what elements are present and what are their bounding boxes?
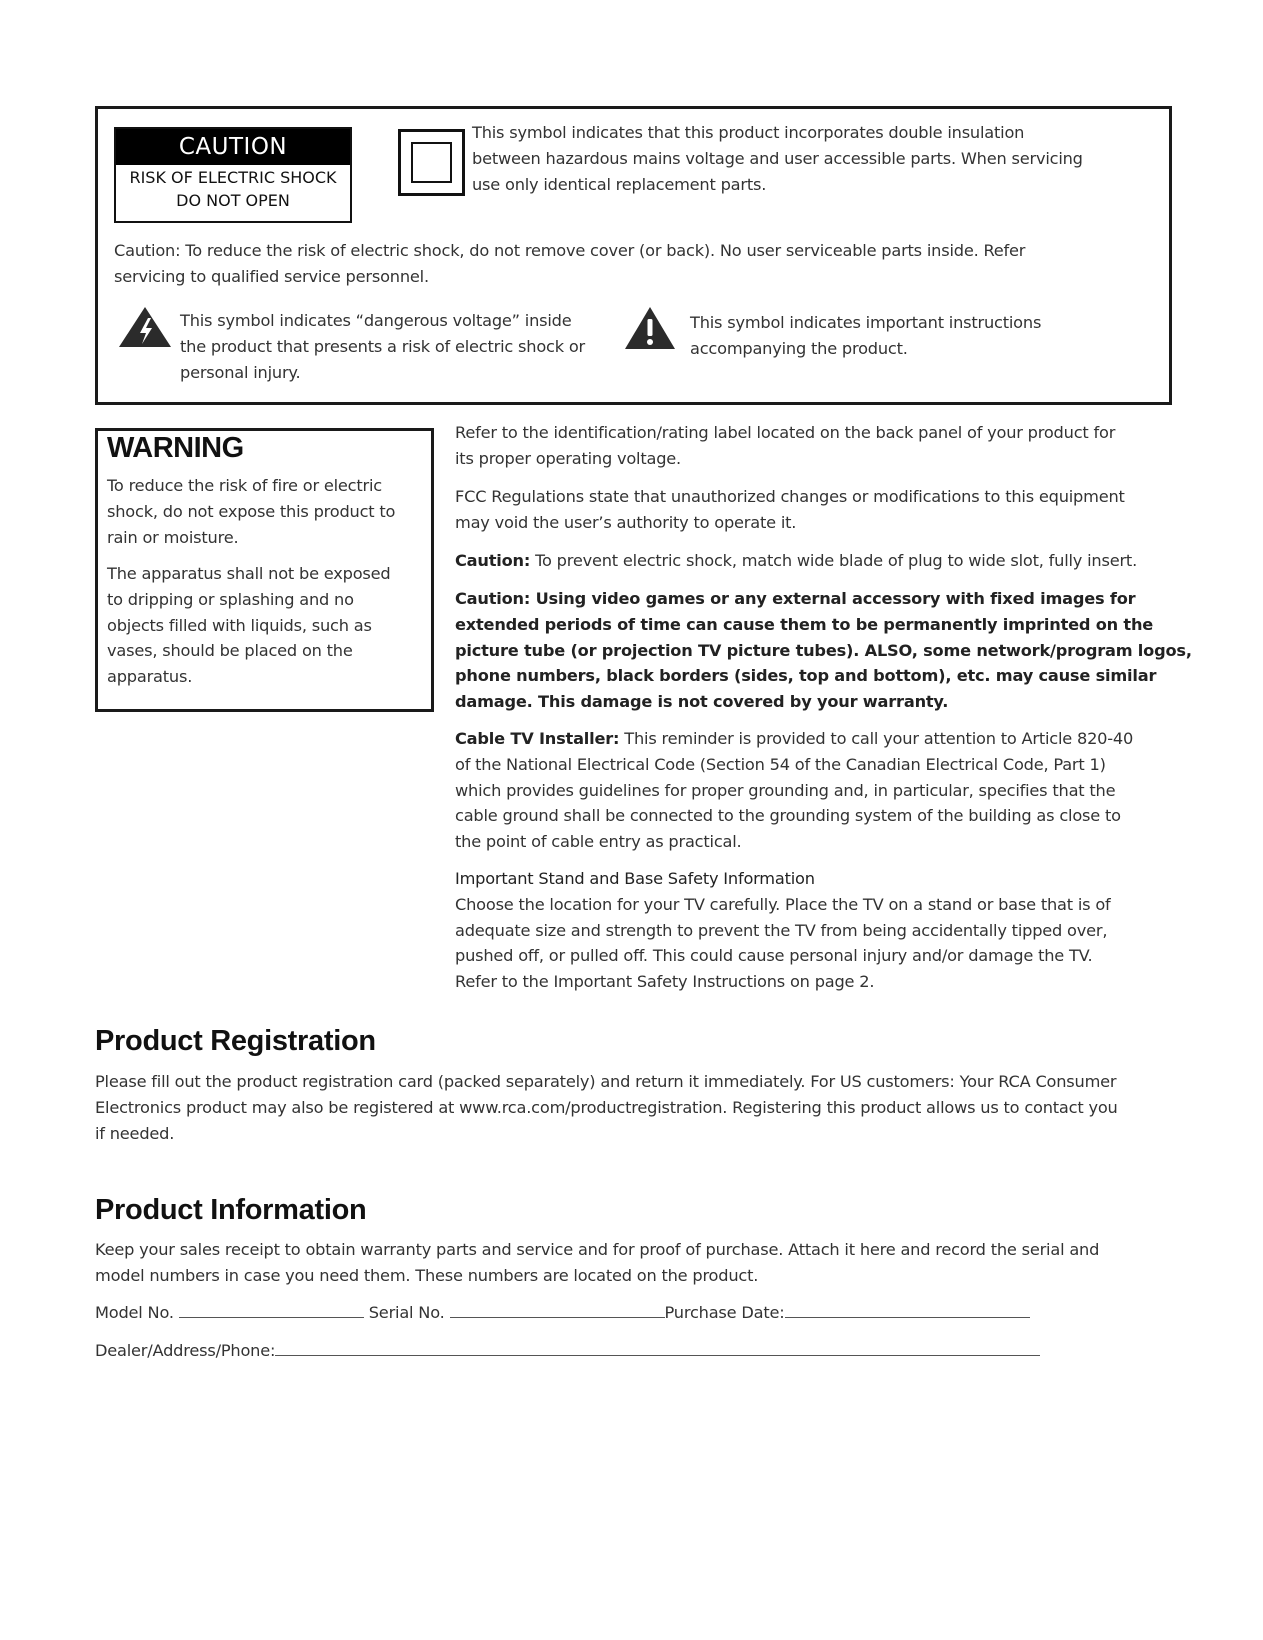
text-line: servicing to qualified service personnel. <box>114 266 429 286</box>
serial-number-field[interactable] <box>450 1301 665 1318</box>
stand-safety-heading: Important Stand and Base Safety Information <box>455 869 815 888</box>
text-line: picture tube (or projection TV picture tubes). ALSO, some network/program logos, <box>455 640 1192 660</box>
product-info-form-row-2 <box>95 1338 1040 1364</box>
text-line: which provides guidelines for proper grounding and, in particular, specifies that the <box>455 780 1116 800</box>
text-line: shock, do not expose this product to <box>107 501 396 521</box>
text-line: pushed off, or pulled off. This could cause personal injury and/or damage the TV. <box>455 946 1093 966</box>
text-line: adequate size and strength to prevent the TV from being accidentally tipped over, <box>455 920 1108 940</box>
cable-installer-lead: Cable TV Installer: <box>455 729 620 748</box>
warning-paragraph-1 <box>107 473 395 550</box>
product-registration-text <box>95 1069 1118 1146</box>
text-line: FCC Regulations state that unauthorized changes or modifications to this equipment <box>455 487 1125 506</box>
model-number-label: Model No. <box>95 1303 174 1322</box>
text-line: may void the user’s authority to operate it. <box>455 512 797 532</box>
double-insulation-text <box>472 120 1083 197</box>
text-line: Caution: To reduce the risk of electric shock, do not remove cover (or back). No user serviceable parts inside. Refer <box>114 241 1026 260</box>
text-line: The apparatus shall not be exposed <box>107 564 391 583</box>
text-line: between hazardous mains voltage and user accessible parts. When servicing <box>472 148 1083 168</box>
text-line: of the National Electrical Code (Section 54 of the Canadian Electrical Code, Part 1) <box>455 754 1106 774</box>
caution-label-line1: RISK OF ELECTRIC SHOCK <box>129 168 337 187</box>
text-line: its proper operating voltage. <box>455 448 682 468</box>
dealer-address-phone-label: Dealer/Address/Phone: <box>95 1341 276 1360</box>
text-line: extended periods of time can cause them to be permanently imprinted on the <box>455 614 1154 634</box>
text-line: To reduce the risk of fire or electric <box>107 476 382 495</box>
dealer-address-phone-field[interactable] <box>275 1339 1040 1356</box>
cable-installer-text <box>455 726 1133 855</box>
text-line: the point of cable entry as practical. <box>455 832 742 852</box>
text-line: phone numbers, black borders (sides, top and bottom), etc. may cause similar <box>455 666 1157 686</box>
text-line: Refer to the identification/rating label located on the back panel of your product for <box>455 423 1116 442</box>
plug-caution-lead: Caution: <box>455 551 531 570</box>
text-line: cable ground shall be connected to the grounding system of the building as close to <box>455 806 1121 826</box>
text-line: Refer to the Important Safety Instructions on page 2. <box>455 972 875 992</box>
purchase-date-field[interactable] <box>785 1301 1030 1318</box>
model-number-field[interactable] <box>179 1301 364 1318</box>
dangerous-voltage-text <box>180 308 585 385</box>
exclamation-triangle-icon <box>624 306 676 350</box>
caution-label-line2: DO NOT OPEN <box>176 191 290 210</box>
rating-label-text <box>455 420 1115 472</box>
text-line: This symbol indicates that this product incorporates double insulation <box>472 123 1025 142</box>
caution-label-title: CAUTION <box>116 129 350 165</box>
warning-paragraph-2 <box>107 561 391 690</box>
text-line: apparatus. <box>107 667 193 687</box>
text-line: This reminder is provided to call your attention to Article 820-40 <box>619 729 1134 748</box>
text-line: to dripping or splashing and no <box>107 589 354 609</box>
text-line: vases, should be placed on the <box>107 641 353 661</box>
text-line: use only identical replacement parts. <box>472 174 767 194</box>
plug-caution-body: To prevent electric shock, match wide blade of plug to wide slot, fully insert. <box>530 551 1138 570</box>
text-line: Keep your sales receipt to obtain warranty parts and service and for proof of purchase. Attach it here and record the serial and <box>95 1240 1100 1259</box>
important-instructions-text <box>690 310 1041 362</box>
product-registration-heading: Product Registration <box>95 1025 376 1057</box>
text-line: Electronics product may also be registered at www.rca.com/productregistration. Registering this product allows us to contact you <box>95 1097 1118 1117</box>
product-information-text <box>95 1237 1099 1289</box>
double-square-icon <box>398 129 465 196</box>
image-retention-caution <box>455 586 1192 715</box>
text-line: damage. This damage is not covered by your warranty. <box>455 692 949 712</box>
text-line: Choose the location for your TV carefully. Place the TV on a stand or base that is of <box>455 894 1111 914</box>
product-info-form-row-1 <box>95 1300 1030 1326</box>
warning-title: WARNING <box>107 432 244 464</box>
text-line: model numbers in case you need them. These numbers are located on the product. <box>95 1265 759 1285</box>
caution-remove-cover-text <box>114 238 1025 290</box>
fcc-text <box>455 484 1125 536</box>
text-line: the product that presents a risk of electric shock or <box>180 336 586 356</box>
caution-label <box>114 127 352 223</box>
text-line: if needed. <box>95 1123 175 1143</box>
text-line: objects filled with liquids, such as <box>107 615 372 635</box>
text-line: personal injury. <box>180 362 301 382</box>
stand-safety-section <box>455 866 1111 995</box>
purchase-date-label: Purchase Date: <box>664 1303 785 1322</box>
text-line: Please fill out the product registration card (packed separately) and return it immediately. For US customers: Your RCA Consumer <box>95 1072 1117 1091</box>
text-line: Caution: Using video games or any external accessory with fixed images for <box>455 589 1136 608</box>
text-line: accompanying the product. <box>690 338 908 358</box>
text-line: This symbol indicates “dangerous voltage” inside <box>180 311 572 330</box>
lightning-triangle-icon <box>118 306 172 348</box>
plug-caution-text <box>455 548 1137 574</box>
text-line: This symbol indicates important instructions <box>690 313 1042 332</box>
product-information-heading: Product Information <box>95 1194 367 1226</box>
text-line: rain or moisture. <box>107 527 239 547</box>
serial-number-label: Serial No. <box>368 1303 445 1322</box>
